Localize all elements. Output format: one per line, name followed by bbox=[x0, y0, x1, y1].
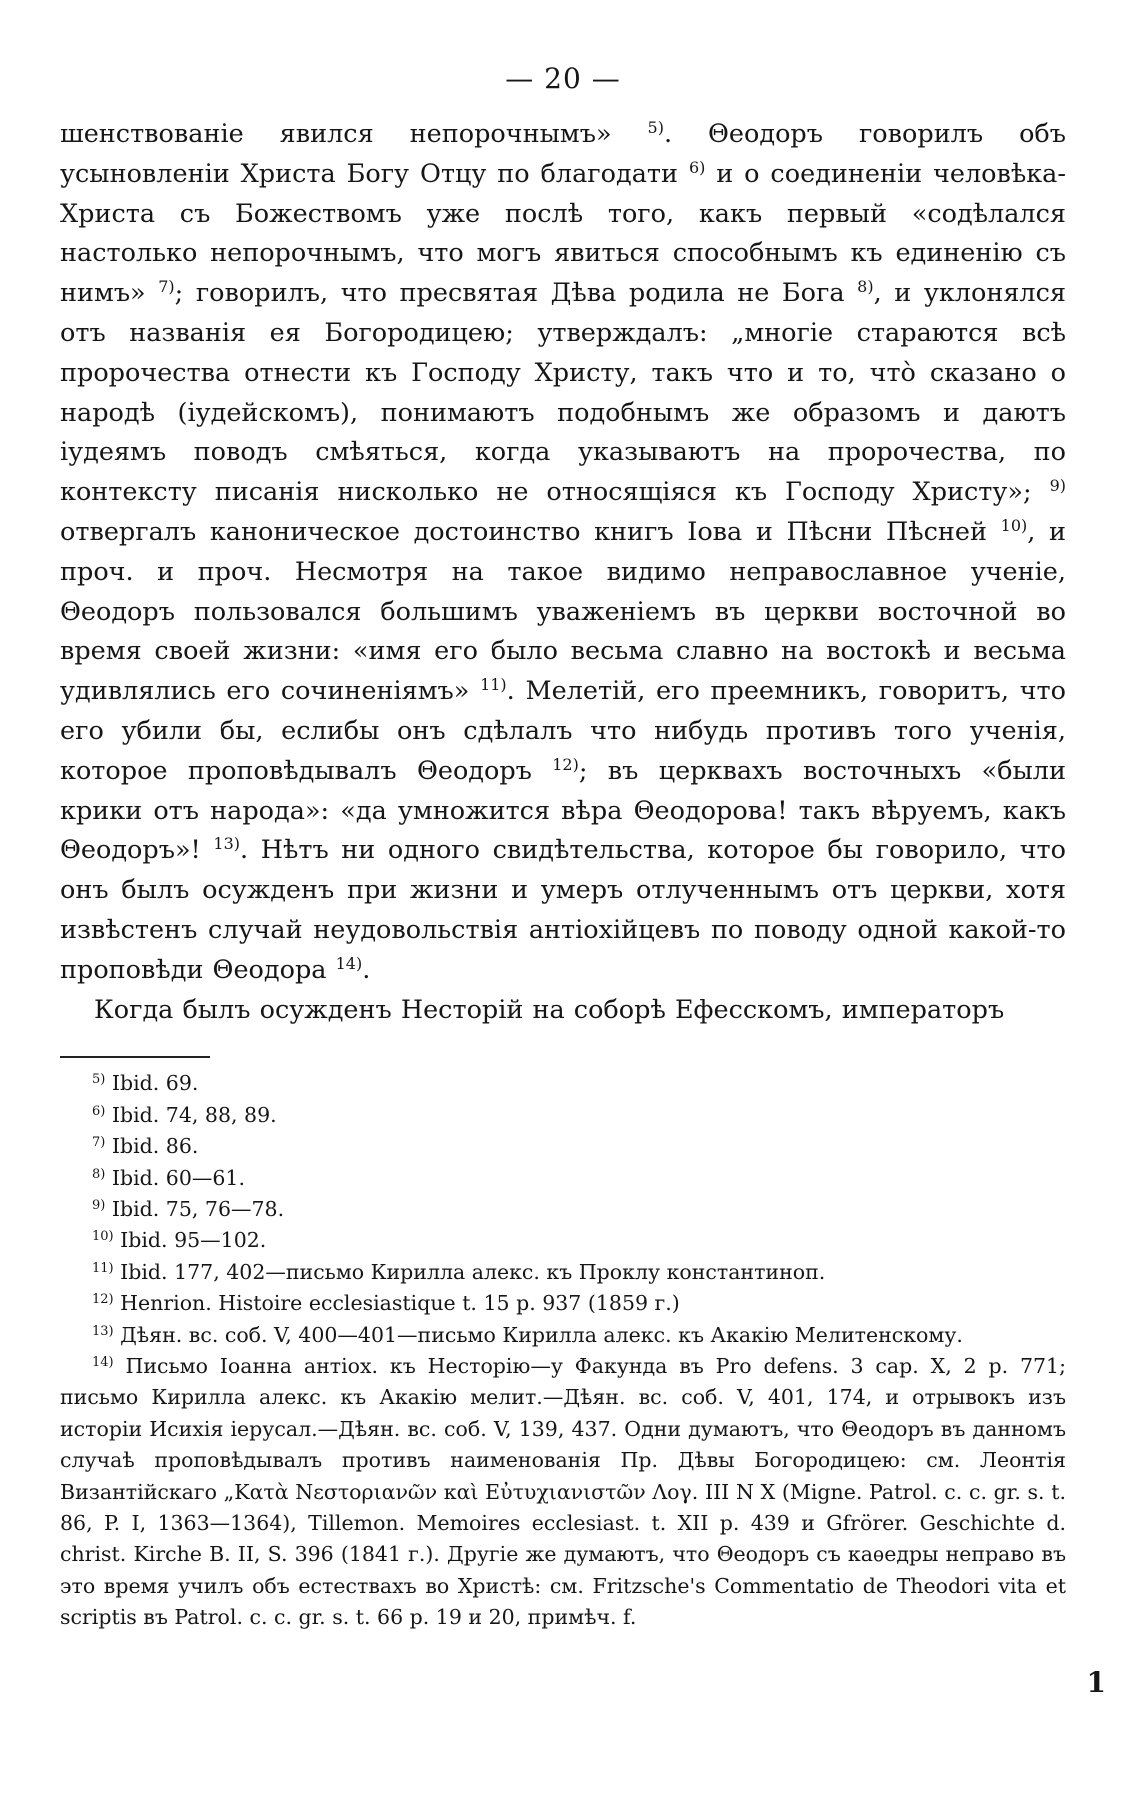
footnote-reference: 6) bbox=[688, 157, 706, 177]
footnote-number: 12) bbox=[92, 1292, 114, 1308]
footnote-number: 7) bbox=[92, 1135, 106, 1151]
text-segment: отвергалъ каноническое достоинство книгъ Іова и Пѣсни Пѣсней bbox=[60, 516, 1001, 547]
footnote-number: 6) bbox=[92, 1103, 106, 1119]
text-segment: . Мелетій, его преемникъ, говоритъ, что его убили бы, еслибы онъ сдѣлалъ что нибудь противъ того ученія, которое проповѣдывалъ Θеодоръ bbox=[60, 676, 1066, 786]
footnote bbox=[60, 1068, 1066, 1099]
page-number: — 20 — bbox=[505, 62, 621, 95]
text-segment: Когда былъ осужденъ Несторій на соборѣ Ефесскомъ, императоръ bbox=[94, 994, 1005, 1025]
footnote-reference: 11) bbox=[480, 675, 507, 695]
footnote-number: 9) bbox=[92, 1197, 106, 1213]
text-segment: , и проч. и проч. Несмотря на такое видимо неправославное ученіе, Θеодоръ пользовался большимъ уваженіемъ въ церкви восточной во время своей жизни: «имя его было весьма славно на востокѣ и весьма удивлялись его сочиненіямъ» bbox=[60, 516, 1066, 707]
footnote-number: 11) bbox=[92, 1260, 114, 1276]
footnote-reference: 13) bbox=[213, 834, 241, 854]
footnote-reference: 12) bbox=[552, 754, 579, 774]
footnote bbox=[60, 1131, 1066, 1162]
footnote bbox=[60, 1351, 1066, 1634]
book-page bbox=[60, 62, 1066, 1634]
footnote-reference: 14) bbox=[335, 953, 363, 973]
text-segment: ; говорилъ, что пресвятая Дѣва родила не Бога bbox=[174, 278, 858, 309]
footnote-text: Henrion. Histoire ecclesiastique t. 15 p. 937 (1859 г.) bbox=[113, 1291, 680, 1316]
text-segment: ; въ церквахъ восточныхъ «были крики отъ народа»: «да умножится вѣра Θеодорова! такъ вѣруемъ, какъ Θеодоръ»! bbox=[60, 755, 1066, 866]
footnote-reference: 8) bbox=[857, 277, 874, 297]
footnote bbox=[60, 1320, 1066, 1351]
footnote bbox=[60, 1194, 1066, 1225]
footnote-reference: 9) bbox=[1049, 476, 1066, 496]
footnote-text: Ibid. 74, 88, 89. bbox=[105, 1102, 277, 1127]
footnote-text: Дѣян. вс. соб. V, 400—401—письмо Кирилла алекс. къ Акакію Мелитенскому. bbox=[113, 1322, 963, 1347]
footnote-text: Ibid. 69. bbox=[105, 1071, 199, 1096]
footnote-reference: 10) bbox=[1000, 515, 1028, 535]
text-segment: . Θеодоръ говорилъ объ усыновленіи Христа Богу Отцу по благодати bbox=[60, 119, 1067, 189]
footnote bbox=[60, 1257, 1066, 1288]
footnote-text: Письмо Іоанна антіох. къ Несторію—у Факунда въ Pro defens. 3 cap. X, 2 p. 771; письмо Кирилла алекс. къ Акакію мелит.—Дѣян. вс. соб. V, 401, 174, и отрывокъ изъ исторіи Исихія іерусал.—Дѣян. вс. соб. V, 139, 437. Одни думаютъ, что Θеодоръ въ данномъ случаѣ проповѣдывалъ противъ наименованія Пр. Дѣвы Богородицею: см. Леонтія Византійскаго „Κατὰ Νεστοριανῶν καὶ Εὐτυχιανιστῶν Λογ. III N X (Migne. Patrol. c. c. gr. s. t. 86, P. I, 1363—1364), Tillemon. Memoires ecclesiast. t. XII p. 439 и Gfrörer. Geschichte d. christ. Kirche B. II, S. 396 (1841 г.). Другіе же думаютъ, что Θеодоръ съ каѳедры неправо въ это время училъ объ естествахъ во Христѣ: см. Fritzsche's Commentatio de Theodori vita et scriptis въ Patrol. c. c. gr. s. t. 66 p. 19 и 20, примѣч. f. bbox=[60, 1353, 1066, 1630]
footnote-text: Ibid. 86. bbox=[105, 1134, 199, 1159]
text-segment: и о соединеніи человѣка-Христа съ Божествомъ уже послѣ того, какъ первый «содѣлался настолько непорочнымъ, что могъ явиться способнымъ къ единенію съ нимъ» bbox=[60, 158, 1066, 309]
footnote-text: Ibid. 60—61. bbox=[105, 1165, 245, 1190]
footnote-number: 14) bbox=[92, 1354, 114, 1370]
footnote-number: 13) bbox=[92, 1323, 114, 1339]
footnote-reference: 7) bbox=[158, 277, 175, 297]
footnotes-list bbox=[60, 1068, 1066, 1633]
text-segment: шенствованіе явился непорочнымъ» bbox=[60, 119, 648, 149]
paragraph-2 bbox=[60, 991, 1066, 1031]
footnote bbox=[60, 1288, 1066, 1319]
margin-mark: 1 bbox=[1086, 1666, 1106, 1699]
paragraph-1 bbox=[60, 115, 1066, 991]
footnote-number: 5) bbox=[92, 1072, 106, 1088]
text-segment: . Нѣтъ ни одного свидѣтельства, которое бы говорило, что онъ былъ осужденъ при жизни и умеръ отлученнымъ отъ церкви, хотя извѣстенъ случай неудовольствія антіохійцевъ по поводу одной какой-то проповѣди Θеодора bbox=[60, 835, 1067, 985]
footnote-reference: 5) bbox=[647, 118, 664, 137]
footnote-text: Ibid. 75, 76—78. bbox=[105, 1196, 285, 1221]
footnote-text: Ibid. 95—102. bbox=[113, 1228, 267, 1253]
footnote-number: 8) bbox=[92, 1166, 106, 1182]
footnote bbox=[60, 1100, 1066, 1131]
text-segment: , и уклонялся отъ названія ея Богородицею; утверждалъ: „многіе стараются всѣ пророчества отнести къ Господу Христу, такъ что и то, что̀ сказано о народѣ (іудейскомъ), понимаютъ подобнымъ же образомъ и даютъ іудеямъ поводъ смѣяться, когда указываютъ на пророчества, по контексту писанія нисколько не относящіяся къ Господу Христу»; bbox=[60, 278, 1066, 508]
footnote-number: 10) bbox=[92, 1229, 114, 1245]
text-segment: . bbox=[362, 954, 371, 985]
footnote bbox=[60, 1163, 1066, 1194]
footnote bbox=[60, 1225, 1066, 1256]
footnote-text: Ibid. 177, 402—письмо Кирилла алекс. къ Проклу константиноп. bbox=[113, 1259, 826, 1284]
main-text bbox=[60, 115, 1066, 1030]
footnote-divider bbox=[60, 1056, 210, 1058]
